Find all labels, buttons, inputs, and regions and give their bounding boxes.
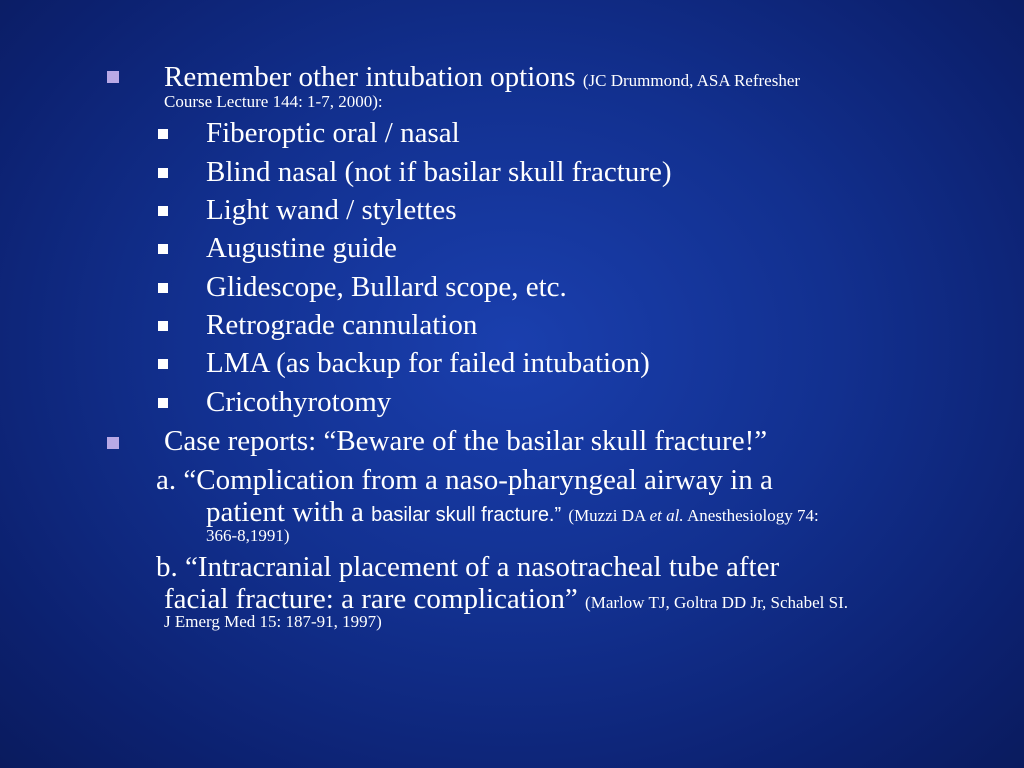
item1-citation-part1: (JC Drummond, ASA Refresher (582, 71, 801, 90)
level2-bullet (158, 398, 168, 408)
level2-bullet (158, 359, 168, 369)
level2-bullet (158, 283, 168, 293)
case-a-cite-post: Anesthesiology 74: (686, 506, 819, 525)
level2-bullet (158, 321, 168, 331)
sub-item: Glidescope, Bullard scope, etc. (206, 271, 567, 303)
sub-item: LMA (as backup for failed intubation) (206, 347, 650, 379)
sub-item: Cricothyrotomy (206, 386, 392, 418)
case-a-line2-sans: basilar skull fracture.” (371, 504, 562, 526)
level2-bullet (158, 244, 168, 254)
case-a-citation (568, 506, 818, 525)
case-a-citation-line3: 366-8,1991) (206, 526, 290, 545)
sub-item: Augustine guide (206, 232, 397, 264)
case-b-line1: b. “Intracranial placement of a nasotracheal tube after (156, 551, 780, 583)
case-a-cite-pre: (Muzzi DA (568, 506, 646, 525)
level2-bullet (158, 206, 168, 216)
sub-item: Retrograde cannulation (206, 309, 478, 341)
case-b-line2-main: facial fracture: a rare complication” (164, 583, 578, 615)
case-b-citation-part1: (Marlow TJ, Goltra DD Jr, Schabel SI. (585, 593, 848, 612)
item2-main: Case reports: “Beware of the basilar skull fracture!” (164, 425, 768, 457)
case-a-line2 (206, 497, 819, 530)
sub-item: Light wand / stylettes (206, 194, 457, 226)
level1-bullet (107, 71, 119, 83)
case-b-line2 (164, 584, 848, 614)
level1-bullet (107, 437, 119, 449)
item1-line1 (164, 62, 800, 92)
case-a-line1: a. “Complication from a naso-pharyngeal airway in a (156, 464, 773, 496)
sub-item: Blind nasal (not if basilar skull fracture) (206, 156, 672, 188)
case-a-cite-etal: et al. (649, 506, 684, 525)
level2-bullet (158, 129, 168, 139)
item1-citation-part2: Course Lecture 144: 1-7, 2000): (164, 92, 383, 111)
item1-main: Remember other intubation options (164, 61, 576, 93)
sub-item: Fiberoptic oral / nasal (206, 117, 460, 149)
case-b-citation-part2: J Emerg Med 15: 187-91, 1997) (164, 612, 382, 631)
case-a-line2-main: patient with a (206, 496, 364, 528)
level2-bullet (158, 168, 168, 178)
